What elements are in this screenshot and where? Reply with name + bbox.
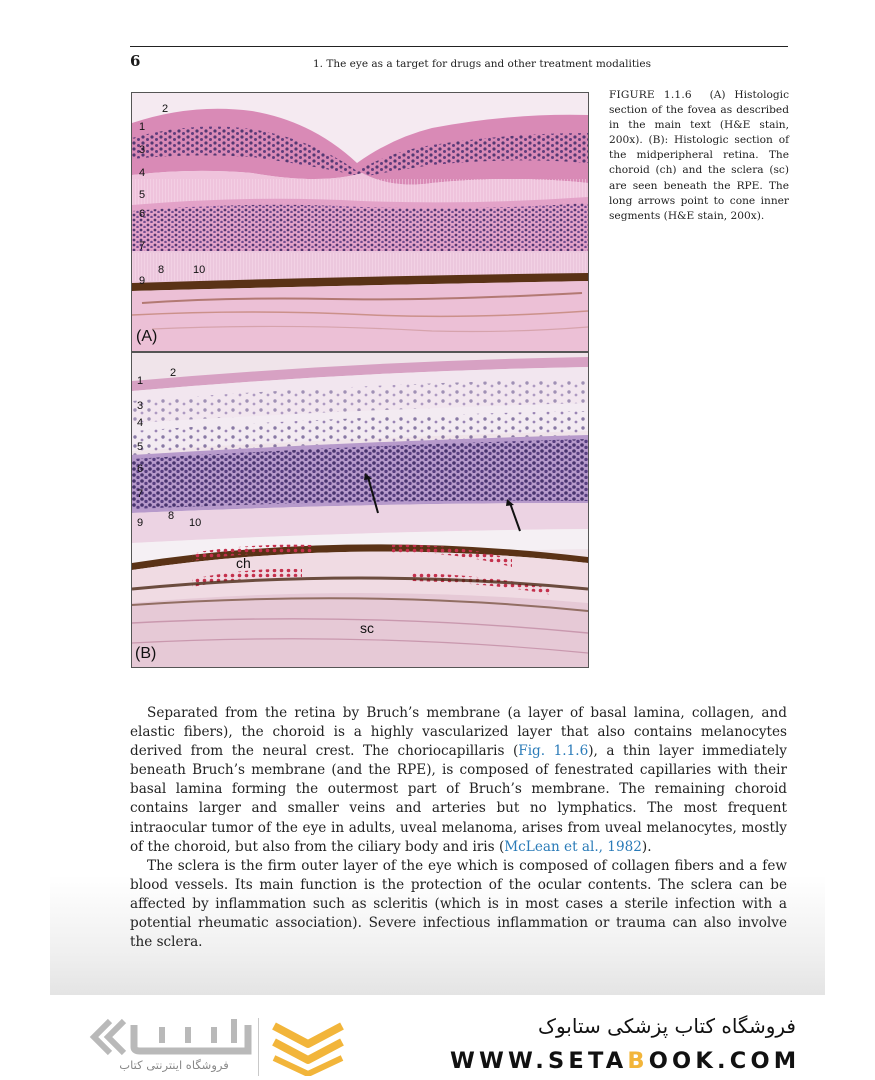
url-accent: B — [627, 1048, 649, 1074]
layer-label-7: 7 — [139, 240, 146, 252]
histology-fovea-image — [132, 93, 588, 351]
footer-separator — [258, 1018, 259, 1076]
figure-panel-a — [131, 92, 589, 352]
store-url-link[interactable] — [450, 1048, 812, 1074]
layer-label-8: 8 — [168, 510, 175, 522]
figure-caption — [609, 88, 789, 224]
layer-label-10: 10 — [193, 264, 206, 276]
paragraph-choroid — [130, 704, 787, 857]
figure-reference-link[interactable]: Fig. 1.1.6 — [518, 743, 589, 760]
layer-label-6: 6 — [139, 208, 146, 220]
store-title: فروشگاه کتاب پزشکی ستابوک — [538, 1014, 796, 1038]
caption-text: (A) Histologic section of the fovea as described in the main text (H&E stain, 200x). (B): Histologic section of the midperipheral retina. The choroid (ch) and the sclera (sc) are seen beneath the RPE. The long arrows point to cone inner segments (H&E stain, 200x). — [609, 89, 789, 222]
layer-label-9: 9 — [139, 275, 146, 287]
figure-panel-b — [131, 352, 589, 668]
citation-link[interactable]: McLean et al., 1982 — [504, 838, 642, 855]
figure-id: FIGURE 1.1.6 — [609, 89, 692, 101]
panel-a-letter: (A) — [136, 328, 158, 345]
panel-b-letter: (B) — [135, 645, 157, 662]
layer-label-7: 7 — [137, 488, 144, 500]
layer-label-4: 4 — [137, 417, 144, 429]
layer-label-2: 2 — [170, 367, 177, 379]
paragraph-sclera: The sclera is the firm outer layer of the eye which is composed of collagen fibers and a few blood vessels. Its main function is the protection of the ocular contents. The sclera can be affected by inflammation such as scleritis (which is in most cases a sterile infection with a potential rheumatic association). Severe infectious inflammation or trauma can also involve the sclera. — [130, 857, 787, 951]
layer-label-2: 2 — [162, 103, 169, 115]
layer-label-6: 6 — [137, 463, 144, 475]
layer-label-9: 9 — [137, 517, 144, 529]
book-stack-icon — [270, 1020, 346, 1076]
logo-tagline: فروشگاه اینترنتی کتاب — [119, 1058, 229, 1072]
layer-label-1: 1 — [139, 121, 146, 133]
layer-label-1: 1 — [137, 375, 144, 387]
header-rule — [130, 46, 788, 47]
url-part: OOK.COM — [648, 1048, 801, 1074]
choroid-label: ch — [236, 555, 251, 571]
url-part: WWW.SETA — [450, 1048, 628, 1074]
layer-label-3: 3 — [137, 400, 144, 412]
setabook-logo — [88, 1013, 258, 1061]
sclera-label: sc — [360, 620, 374, 636]
page-number: 6 — [130, 52, 141, 70]
paragraph-text: ). — [641, 838, 652, 855]
layer-label-10: 10 — [189, 517, 202, 529]
layer-label-5: 5 — [139, 189, 146, 201]
layer-label-8: 8 — [158, 264, 165, 276]
paragraph-text: Separated from the retina by Bruch’s membrane (a layer of basal lamina, collagen, and elastic fibers), the choroid is a highly vascularized layer that also contains melanocytes derived from the neural crest. The choriocapillaris ( — [130, 705, 787, 760]
layer-label-3: 3 — [139, 144, 146, 156]
body-text — [130, 704, 787, 952]
layer-label-5: 5 — [137, 441, 144, 453]
layer-label-4: 4 — [139, 167, 146, 179]
running-head: 1. The eye as a target for drugs and other treatment modalities — [313, 58, 651, 70]
paragraph-text: ), a thin layer immediately beneath Bruch’s membrane (and the RPE), is composed of fenestrated capillaries with their basal lamina forming the outermost part of Bruch’s membrane. The remaining choroid contains larger and smaller veins and arteries but no lymphatics. The most frequent intraocular tumor of the eye in adults, uveal melanoma, arises from uveal melanocytes, mostly of the choroid, but also from the ciliary body and iris ( — [130, 743, 787, 855]
